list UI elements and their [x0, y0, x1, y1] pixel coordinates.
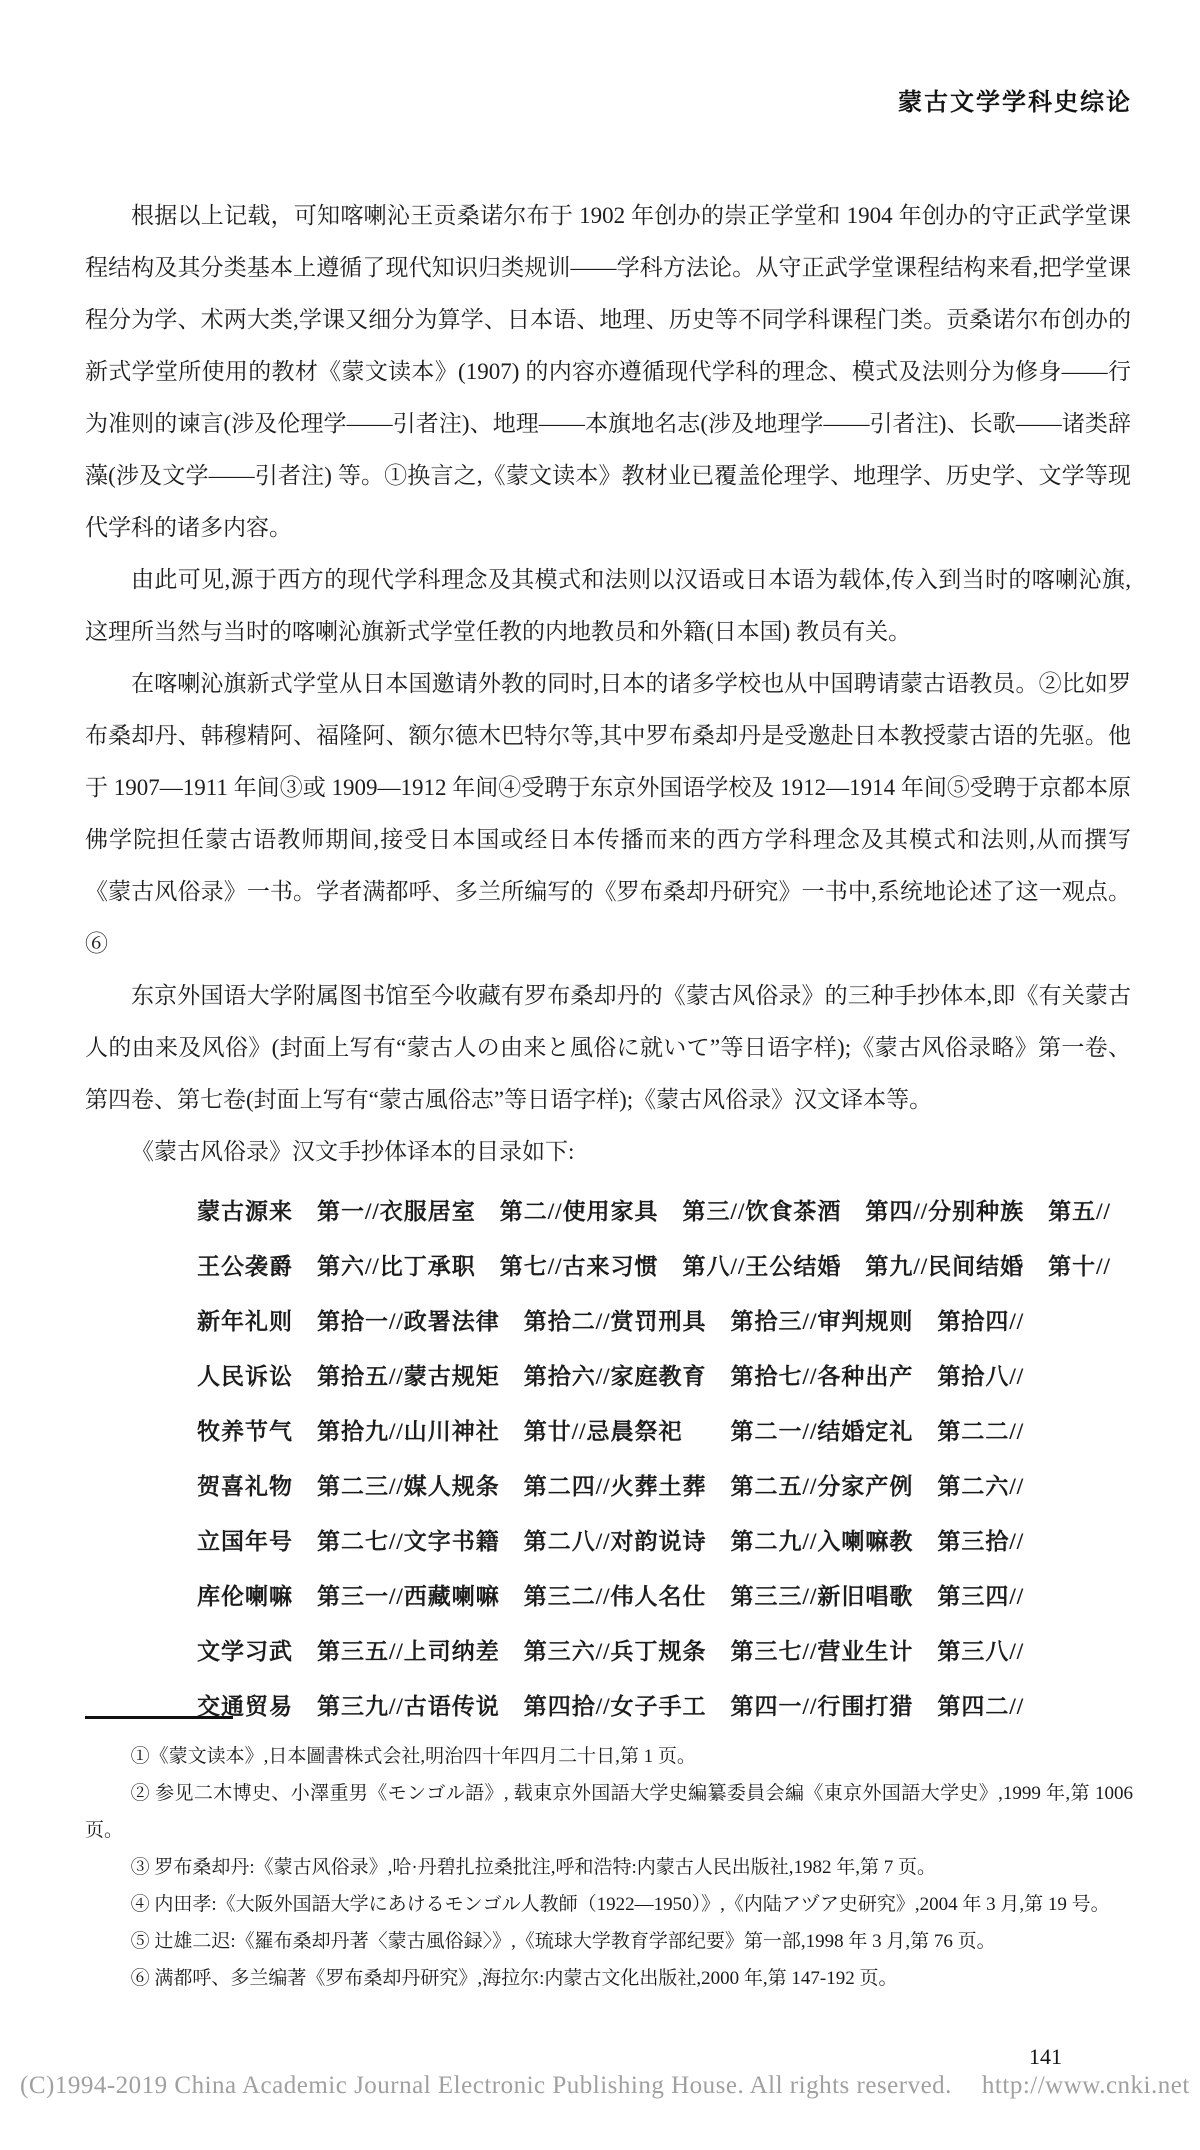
toc-line: 交通贸易 第三九//古语传说 第四拾//女子手工 第四一//行围打猎 第四二//	[197, 1694, 1025, 1719]
footnote-5: ⑤ 辻雄二迟:《羅布桑却丹著〈蒙古風俗録〉》,《琉球大学教育学部纪要》第一部,1998 年 3 月,第 76 页。	[130, 1931, 996, 1952]
toc-line: 新年礼则 第拾一//政署法律 第拾二//赏罚刑具 第拾三//审判规则 第拾四//	[197, 1309, 1025, 1334]
footnote-divider	[85, 1716, 233, 1719]
footnote-4: ④ 内田孝:《大阪外国語大学にあけるモンゴル人教師（1922—1950）》,《内陆アヅア史研究》,2004 年 3 月,第 19 号。	[130, 1894, 1110, 1915]
paragraph-5-toc-intro: 《蒙古风俗录》汉文手抄体译本的目录如下:	[131, 1139, 575, 1164]
footnote-2: ② 参见二木博史、小澤重男《モンゴル語》, 载東京外国語大学史編纂委員会編《東京外国語大学史》,1999 年,第 1006 页。	[85, 1783, 1133, 1841]
footnote-1: ①《蒙文读本》,日本圖書株式会社,明治四十年四月二十日,第 1 页。	[130, 1746, 696, 1767]
footnote-3: ③ 罗布桑却丹:《蒙古风俗录》,哈·丹碧扎拉桑批注,呼和浩特:内蒙古人民出版社,1982 年,第 7 页。	[130, 1857, 936, 1878]
paragraph-4: 东京外国语大学附属图书馆至今收藏有罗布桑却丹的《蒙古风俗录》的三种手抄体本,即《有关蒙古人的由来及风俗》(封面上写有“蒙古人の由来と風俗に就いて”等日语字样);《蒙古风俗录略》第一卷、第四卷、第七卷(封面上写有“蒙古風俗志”等日语字样);《蒙古风俗录》汉文译本等。	[85, 983, 1131, 1112]
toc-line: 立国年号 第二七//文字书籍 第二八//对韵说诗 第二九//入喇嘛教 第三拾//	[197, 1529, 1025, 1554]
paragraph-1: 根据以上记载，可知喀喇沁王贡桑诺尔布于 1902 年创办的崇正学堂和 1904 年创办的守正武学堂课程结构及其分类基本上遵循了现代知识归类规训——学科方法论。从守正武学堂课程结构来看,把学堂课程分为学、术两大类,学课又细分为算学、日本语、地理、历史等不同学科课程门类。贡桑诺尔布创办的新式学堂所使用的教材《蒙文读本》(1907) 的内容亦遵循现代学科的理念、模式及法则分为修身——行为准则的谏言(涉及伦理学——引者注)、地理——本旗地名志(涉及地理学——引者注)、长歌——诸类辞藻(涉及文学——引者注) 等。①换言之,《蒙文读本》教材业已覆盖伦理学、地理学、历史学、文学等现代学科的诸多内容。	[85, 203, 1131, 540]
paragraph-2: 由此可见,源于西方的现代学科理念及其模式和法则以汉语或日本语为载体,传入到当时的喀喇沁旗,这理所当然与当时的喀喇沁旗新式学堂任教的内地教员和外籍(日本国) 教员有关。	[85, 567, 1131, 644]
toc-line: 人民诉讼 第拾五//蒙古规矩 第拾六//家庭教育 第拾七//各种出产 第拾八//	[197, 1364, 1025, 1389]
copyright-line	[20, 2072, 1190, 2100]
page-number: 141	[1029, 2044, 1062, 2069]
cnki-url: http://www.cnki.net	[981, 2072, 1190, 2099]
toc-line: 蒙古源来 第一//衣服居室 第二//使用家具 第三//饮食茶酒 第四//分别种族 第五//	[197, 1199, 1111, 1224]
article-body	[85, 190, 1131, 1734]
toc-line: 牧养节气 第拾九//山川神社 第廿//忌晨祭祀 第二一//结婚定礼 第二二//	[197, 1419, 1025, 1444]
footnotes	[85, 1738, 1133, 1997]
toc-line: 贺喜礼物 第二三//媒人规条 第二四//火葬土葬 第二五//分家产例 第二六//	[197, 1474, 1025, 1499]
toc-list	[197, 1184, 1131, 1734]
copyright-text: (C)1994-2019 China Academic Journal Electronic Publishing House. All rights reserved.	[20, 2072, 952, 2099]
running-title: 蒙古文学学科史综论	[898, 90, 1132, 116]
toc-line: 文学习武 第三五//上司纳差 第三六//兵丁规条 第三七//营业生计 第三八//	[197, 1639, 1025, 1664]
toc-line: 王公袭爵 第六//比丁承职 第七//古来习惯 第八//王公结婚 第九//民间结婚 第十//	[197, 1254, 1111, 1279]
footnote-6: ⑥ 满都呼、多兰编著《罗布桑却丹研究》,海拉尔:内蒙古文化出版社,2000 年,第 147-192 页。	[130, 1968, 898, 1989]
toc-line: 库伦喇嘛 第三一//西藏喇嘛 第三二//伟人名仕 第三三//新旧唱歌 第三四//	[197, 1584, 1025, 1609]
paragraph-3: 在喀喇沁旗新式学堂从日本国邀请外教的同时,日本的诸多学校也从中国聘请蒙古语教员。②比如罗布桑却丹、韩穆精阿、福隆阿、额尔德木巴特尔等,其中罗布桑却丹是受邀赴日本教授蒙古语的先驱。他于 1907—1911 年间③或 1909—1912 年间④受聘于东京外国语学校及 1912—1914 年间⑤受聘于京都本原佛学院担任蒙古语教师期间,接受日本国或经日本传播而来的西方学科理念及其模式和法则,从而撰写《蒙古风俗录》一书。学者满都呼、多兰所编写的《罗布桑却丹研究》一书中,系统地论述了这一观点。⑥	[85, 671, 1131, 956]
